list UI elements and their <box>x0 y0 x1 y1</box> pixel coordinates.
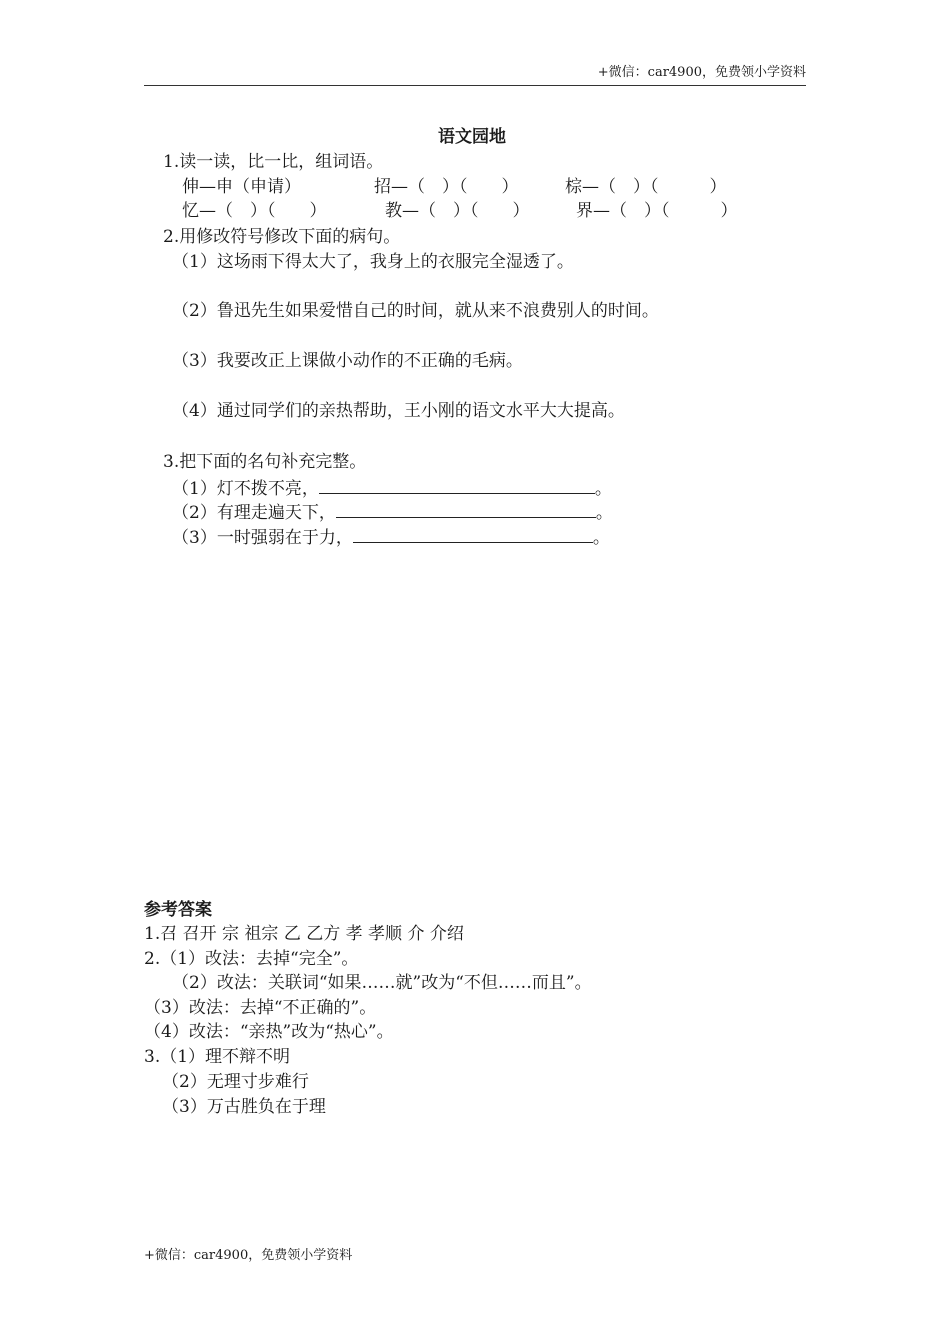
section2-item-4: （4）通过同学们的亲热帮助，王小刚的语文水平大大提高。 <box>172 401 625 421</box>
answer-blank[interactable] <box>319 476 595 494</box>
section3-item-1-end: 。 <box>594 479 612 499</box>
section1-row1-item1: 伸—申（申请） <box>182 177 301 197</box>
section2-heading: 2.用修改符号修改下面的病句。 <box>163 227 401 247</box>
answer-line-3: （2）改法：关联词“如果……就”改为“不但……而且”。 <box>172 973 592 993</box>
section1-row2-item2: 教—（ ）（ ） <box>385 201 530 221</box>
section2-item-1: （1）这场雨下得太大了，我身上的衣服完全湿透了。 <box>172 252 574 272</box>
section1-row2-item3: 界—（ ）（ ） <box>576 201 738 221</box>
answers-heading: 参考答案 <box>144 900 212 920</box>
answer-blank[interactable] <box>336 500 596 518</box>
section3-item-2-text: （2）有理走遍天下， <box>172 503 336 523</box>
answer-line-8: （3）万古胜负在于理 <box>162 1097 326 1117</box>
section3-item-1 <box>172 476 612 500</box>
answer-line-2: 2.（1）改法：去掉“完全”。 <box>144 949 359 969</box>
section1-heading: 1.读一读，比一比，组词语。 <box>163 152 384 172</box>
answer-line-6: 3.（1）理不辩不明 <box>144 1047 291 1067</box>
section1-row1-item2: 招—（ ）（ ） <box>374 177 519 197</box>
page-title: 语文园地 <box>438 127 506 147</box>
answer-line-4: （3）改法：去掉“不正确的”。 <box>144 998 377 1018</box>
section2-item-3: （3）我要改正上课做小动作的不正确的毛病。 <box>172 351 523 371</box>
answer-line-5: （4）改法：“亲热”改为“热心”。 <box>144 1022 394 1042</box>
section1-row2-item1: 忆—（ ）（ ） <box>182 201 327 221</box>
answer-blank[interactable] <box>353 525 593 543</box>
section3-item-3-end: 。 <box>592 528 610 548</box>
answer-line-1: 1.召 召开 宗 祖宗 乙 乙方 孝 孝顺 介 介绍 <box>144 924 464 944</box>
section3-item-2 <box>172 500 613 524</box>
answer-line-7: （2）无理寸步难行 <box>162 1072 309 1092</box>
section2-item-2: （2）鲁迅先生如果爱惜自己的时间，就从来不浪费别人的时间。 <box>172 301 659 321</box>
section3-item-3-text: （3）一时强弱在于力， <box>172 528 353 548</box>
section3-item-3 <box>172 525 610 549</box>
section3-heading: 3.把下面的名句补充完整。 <box>163 452 367 472</box>
section3-item-1-text: （1）灯不拨不亮， <box>172 479 319 499</box>
header-divider <box>144 85 806 86</box>
footer-watermark: +微信：car4900，免费领小学资料 <box>144 1248 353 1263</box>
section3-item-2-end: 。 <box>595 503 613 523</box>
section1-row1-item3: 棕—（ ）（ ） <box>565 177 727 197</box>
header-watermark: +微信：car4900，免费领小学资料 <box>597 65 806 80</box>
